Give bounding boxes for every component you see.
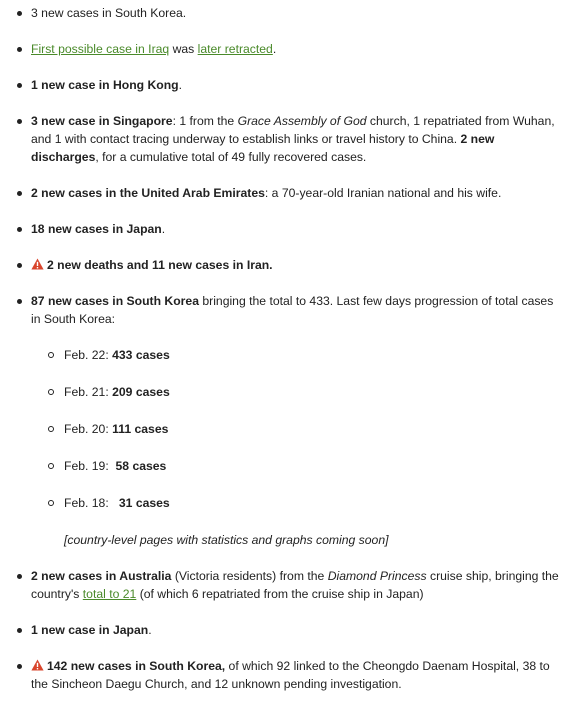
progression-date: Feb. 18:: [64, 496, 119, 510]
item-text: of which 92 linked to the Cheongdo Daenam Hospital, 38 to the Sincheon Daegu Church, and 12 unknown pending investigation.: [31, 659, 550, 691]
item-text: .: [161, 222, 166, 236]
progression-item: [31, 383, 559, 401]
progression-item: [31, 420, 559, 438]
list-item: [0, 567, 571, 603]
item-text: .: [148, 623, 152, 637]
progression-count: 111 cases: [112, 422, 169, 436]
progression-count: 433 cases: [112, 348, 170, 362]
warning-icon: [31, 258, 44, 270]
progression-date: Feb. 20:: [64, 422, 113, 436]
item-headline: 18 new cases in Japan: [31, 222, 162, 236]
progression-list: [31, 346, 559, 512]
item-text: was: [169, 42, 198, 56]
item-headline: 2 new deaths and 11 new cases in Iran.: [47, 258, 273, 272]
item-text: bringing the total to 433. Last few days progression of total cases in South Korea:: [31, 294, 554, 326]
item-headline: 3 new case in Singapore: [31, 114, 173, 128]
ship-name: Diamond Princess: [327, 569, 427, 583]
item-headline: 1 new case in Japan: [31, 623, 149, 637]
item-text: (Victoria residents) from the: [171, 569, 328, 583]
progression-item: [31, 457, 559, 475]
item-headline: 87 new cases in South Korea: [31, 294, 199, 308]
list-item: [0, 621, 571, 639]
item-text: cruise ship, bringing the country's: [31, 569, 559, 601]
church-name: Grace Assembly of God: [237, 114, 367, 128]
list-item: [0, 292, 571, 549]
news-updates: [0, 4, 571, 711]
warning-icon: [31, 659, 44, 671]
item-text: , for a cumulative total of 49 fully recovered cases.: [95, 150, 367, 164]
list-item: [0, 657, 571, 693]
progression-count: 31 cases: [118, 496, 170, 510]
list-item: [0, 40, 571, 58]
list-item: [0, 184, 571, 202]
list-item: [0, 112, 571, 166]
progression-item: [31, 494, 559, 512]
list-item: [0, 256, 571, 274]
item-headline: 1 new case in Hong Kong: [31, 78, 179, 92]
item-text: : a 70-year-old Iranian national and his wife.: [264, 186, 502, 200]
retracted-link[interactable]: later retracted: [197, 42, 273, 56]
progression-item: [31, 346, 559, 364]
item-text: .: [272, 42, 277, 56]
progression-date: Feb. 19:: [64, 459, 116, 473]
item-text: 3 new cases in South Korea.: [31, 6, 187, 20]
item-headline: 142 new cases in South Korea,: [47, 659, 226, 673]
updates-list: [0, 4, 571, 693]
list-item: [0, 4, 571, 22]
total-to-21-link[interactable]: total to 21: [82, 587, 137, 601]
progression-date: Feb. 21:: [64, 385, 113, 399]
item-text: church, 1 repatriated from Wuhan, and 1 with contact tracing underway to establish links or travel history to China.: [31, 114, 555, 146]
progression-count: 58 cases: [115, 459, 167, 473]
progression-count: 209 cases: [112, 385, 170, 399]
list-item: [0, 220, 571, 238]
coming-soon-note: [country-level pages with statistics and graphs coming soon]: [64, 533, 389, 547]
list-item: [0, 76, 571, 94]
iraq-case-link[interactable]: First possible case in Iraq: [31, 42, 170, 56]
item-headline: 2 new cases in the United Arab Emirates: [31, 186, 265, 200]
item-headline: 2 new cases in Australia: [31, 569, 172, 583]
progression-date: Feb. 22:: [64, 348, 113, 362]
item-headline: 2 new discharges: [31, 132, 495, 164]
item-text: .: [178, 78, 183, 92]
item-text: (of which 6 repatriated from the cruise ship in Japan): [136, 587, 424, 601]
item-text: : 1 from the: [172, 114, 238, 128]
